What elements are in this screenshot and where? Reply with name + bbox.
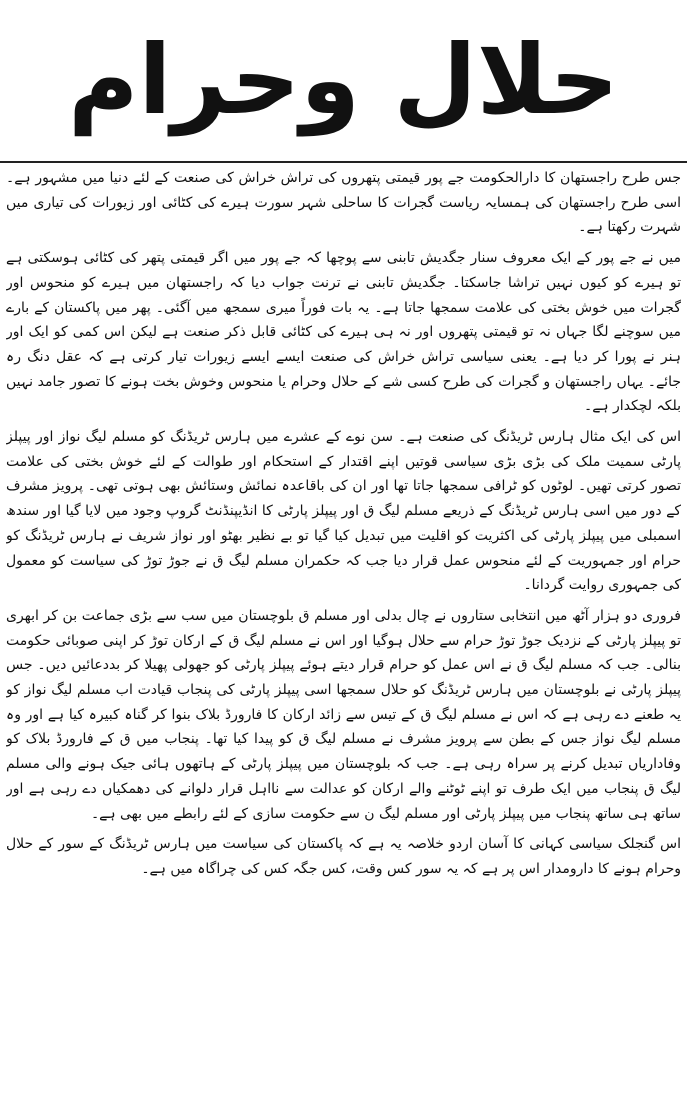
headline-divider: [0, 161, 687, 163]
article-paragraph-5: اس گنجلک سیاسی کہانی کا آسان اردو خلاصہ یہ ہے کہ پاکستان کی سیاست میں ہارس ٹریڈنگ کے سور کے حلال وحرام ہونے کا دارومدار اس پر ہے کہ یہ سور کس وقت، کس جگہ کس کی چراگاہ میں ہے۔: [6, 836, 681, 877]
article-paragraph-3: اس کی ایک مثال ہارس ٹریڈنگ کی صنعت ہے۔ سن نوے کے عشرے میں ہارس ٹریڈنگ کو مسلم لیگ نواز اور پیپلز پارٹی سمیت ملک کی بڑی بڑی سیاسی قوتیں اپنے اقتدار کے استحکام اور طوالت کے لئے خوش بختی کی علامت تصور کرتی تھیں۔ لوٹوں کو ٹرافی سمجھا جاتا تھا اور ان کی باقاعدہ نمائش وستائش بھی ہوتی تھی۔ پرویز مشرف کے دور میں اسی ہارس ٹریڈنگ کے ذریعے مسلم لیگ ق اور پیپلز پارٹی کا انڈیپنڈنٹ گروپ وجود میں لایا گیا اور سندھ اسمبلی میں پیپلز پارٹی کی اکثریت کو اقلیت میں تبدیل کیا گیا تو بے نظیر بھٹو اور نواز شریف نے ہارس ٹریڈنگ کو حرام اور جمہوریت کے لئے منحوس عمل قرار دیا جب کہ حکمران مسلم لیگ ق نے جوڑ توڑ کی سیاست کو معمول کی جمہوری روایت گردانا۔: [6, 429, 681, 594]
article-headline: حلال وحرام: [68, 24, 619, 136]
article-paragraph-2: میں نے جے پور کے ایک معروف سنار جگدیش تابنی سے پوچھا کہ جے پور میں اگر قیمتی پتھر کی کٹائی ہوسکتی ہے تو ہیرے کو کیوں نہیں تراشا جاسکتا۔ جگدیش تابنی نے ترنت جواب دیا کہ راجستھان میں ہیرے کو منحوس اور گجرات میں خوش بختی کی علامت سمجھا جاتا ہے۔ یہ بات فوراً میری سمجھ میں آگئی۔ پھر میں پاکستان کے بارے میں سوچنے لگا جہاں نہ تو قیمتی پتھروں اور نہ ہی ہیرے کی کٹائی قابل ذکر صنعت ہے لیکن اس کمی کو ایک اور ہنر نے پورا کر دیا ہے۔ یعنی سیاسی تراش خراش کی صنعت ایسے ایسے زیورات تیار کرتی ہے کہ عقل دنگ رہ جائے۔ یہاں راجستھان و گجرات کی طرح کسی شے کے حلال وحرام یا منحوس وخوش بخت ہونے کا تصور جامد نہیں بلکہ لچکدار ہے۔: [6, 250, 681, 415]
article-paragraph-1: جس طرح راجستھان کا دارالحکومت جے پور قیمتی پتھروں کی تراش خراش کی صنعت کے لئے دنیا میں مشہور ہے۔اسی طرح راجستھان کی ہمسایہ ریاست گجرات کا ساحلی شہر سورت ہیرے کی کٹائی اور زیورات کی تیاری میں شہرت رکھتا ہے۔: [6, 170, 681, 236]
article-body: [6, 166, 681, 1088]
headline-area: [0, 0, 687, 160]
article-paragraph-4: فروری دو ہزار آٹھ میں انتخابی ستاروں نے چال بدلی اور مسلم ق بلوچستان میں سب سے بڑی جماعت بن کر ابھری تو پیپلز پارٹی کے نزدیک جوڑ توڑ حرام سے حلال ہوگیا اور اس نے مسلم لیگ ق کے ارکان توڑ کر اپنی صوبائی حکومت بنالی۔ جب کہ مسلم لیگ ق نے اس عمل کو حرام قرار دیتے ہوئے پیپلز پارٹی کو جھولی پھیلا کر بددعائیں دیں۔ جس پیپلز پارٹی نے بلوچستان میں ہارس ٹریڈنگ کو حلال سمجھا اسی پیپلز پارٹی کی پنجاب قیادت اب مسلم لیگ نواز کو یہ طعنے دے رہی ہے کہ اس نے مسلم لیگ ق کے تیس سے زائد ارکان کا فارورڈ بلاک بنوا کر گناہ کبیرہ کیا ہے اور وہ مسلم لیگ نواز جس کے بطن سے پرویز مشرف نے مسلم لیگ ق کو پیدا کیا تھا۔ پنجاب میں ق کے فارورڈ بلاک کو وفاداریاں تبدیل کرنے پر سراہ رہی ہے۔ جب کہ بلوچستان میں پیپلز پارٹی کے ہاتھوں ہائی جیک ہونے والی مسلم لیگ ق پنجاب میں ایک طرف تو اپنے ٹوٹنے والے ارکان کو عدالت سے نااہل قرار دلوانے کی دھمکیاں دے رہی ہے اور ساتھ ہی ساتھ پنجاب میں پیپلز پارٹی اور مسلم لیگ ن سے حکومت سازی کے لئے رابطے میں بھی ہے۔: [6, 607, 681, 822]
